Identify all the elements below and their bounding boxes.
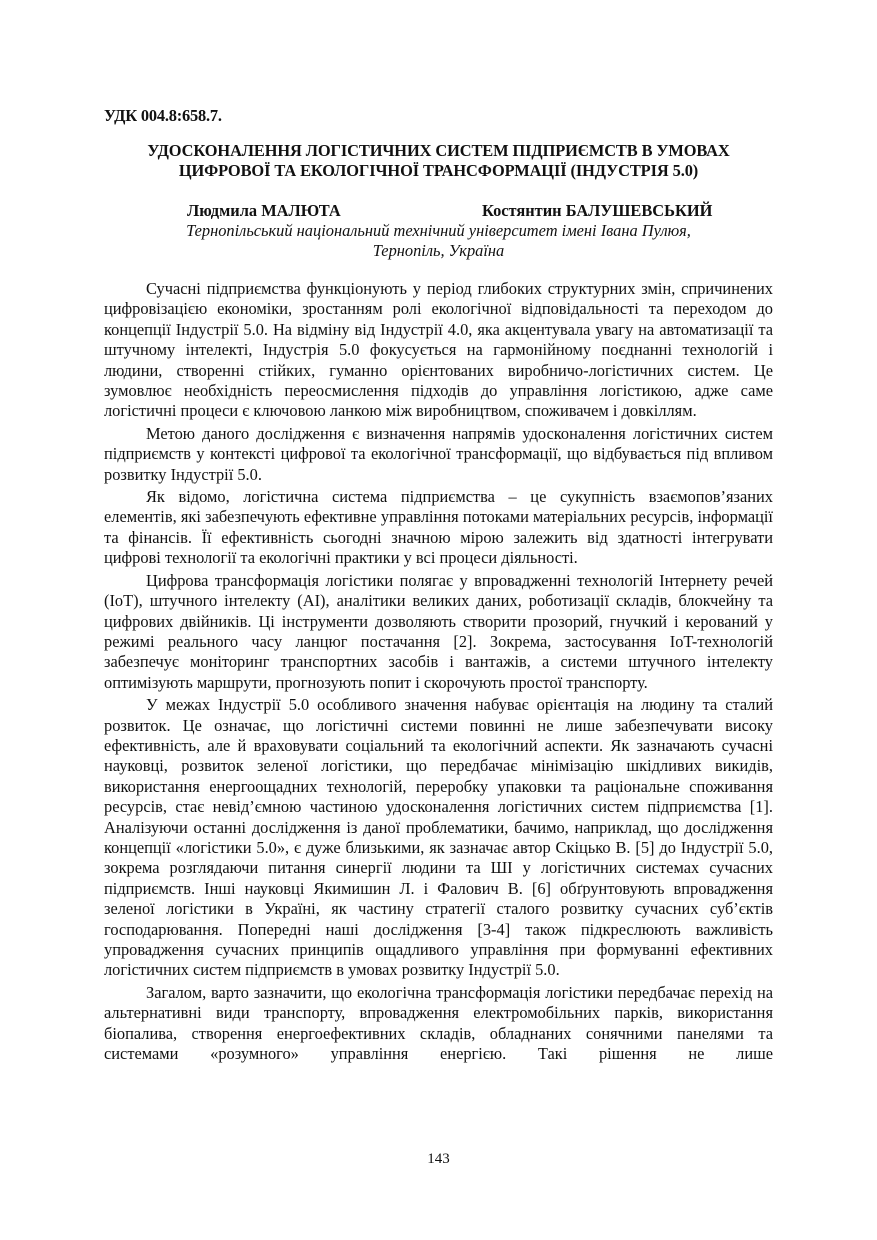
affiliation xyxy=(104,221,773,261)
body-text xyxy=(104,279,773,1064)
author-name: Костянтин БАЛУШЕВСЬКИЙ xyxy=(482,201,713,220)
affiliation-line: Тернопільський національний технічний університет імені Івана Пулюя, xyxy=(186,221,691,240)
title-line: ЦИФРОВОЇ ТА ЕКОЛОГІЧНОЇ ТРАНСФОРМАЦІЇ (ІНДУСТРІЯ 5.0) xyxy=(178,161,699,180)
author-name: Людмила МАЛЮТА xyxy=(187,201,341,220)
page-number: 143 xyxy=(427,1151,450,1167)
paragraph: Як відомо, логістична система підприємства – це сукупність взаємопов’язаних елементів, які забезпечують ефективне управління потоками матеріальних ресурсів, інформації та фінансів. Її ефективність сьогодні значною мірою залежить від здатності інтегрувати цифрові технології та екологічні практики у всі процеси діяльності. xyxy=(104,487,773,568)
authors xyxy=(104,201,773,221)
paragraph: Сучасні підприємства функціонують у період глибоких структурних змін, спричинених цифровізацією економіки, зростанням ролі екологічної відповідальності та переходом до концепції Індустрії 5.0. На відміну від Індустрії 4.0, яка акцентувала увагу на автоматизації та штучному інтелекті, Індустрія 5.0 фокусується на гармонійному поєднанні технологій і людини, створенні стійких, гуманно орієнтованих виробничо-логістичних систем. Це зумовлює необхідність переосмислення підходів до управління логістикою, адже саме логістичні процеси є ключовою ланкою між виробництвом, споживачем і довкіллям. xyxy=(104,279,773,421)
paragraph: Загалом, варто зазначити, що екологічна трансформація логістики передбачає перехід на альтернативні види транспорту, впровадження електромобільних парків, використання біопалива, створення енергоефективних складів, обладнаних сонячними панелями та системами «розумного» управління енергією. Такі рішення не лише xyxy=(104,982,773,1064)
title-line: УДОСКОНАЛЕННЯ ЛОГІСТИЧНИХ СИСТЕМ ПІДПРИЄМСТВ В УМОВАХ xyxy=(147,141,730,160)
udk-code: УДК 004.8:658.7. xyxy=(104,106,222,125)
paper-title xyxy=(104,141,773,181)
paragraph: У межах Індустрії 5.0 особливого значення набуває орієнтація на людину та сталий розвиток. Це означає, що логістичні системи повинні не лише забезпечувати високу ефективність, але й враховувати соціальний та екологічний аспекти. Як зазначають сучасні науковці, розвиток зеленої логістики, що передбачає мінімізацію шкідливих викидів, використання енергоощадних технологій, переробку упаковки та раціональне споживання ресурсів, стає невід’ємною частиною удосконалення логістичних систем підприємства [1]. Аналізуючи останні дослідження із даної проблематики, бачимо, наприклад, що дослідження концепції «логістики 5.0», є дуже близькими, як зазначає автор Скіцько В. [5] до Індустрії 5.0, зокрема розглядаючи питання синергії людини та ШІ у логістичних системах сучасних підприємств. Інші науковці Якимишин Л. і Фалович В. [6] обґрунтовують впровадження зеленої логістики в Україні, як частину стратегії сталого розвитку сучасних суб’єктів господарювання. Попередні наші дослідження [3-4] також підкреслюють важливість упровадження сучасних принципів ощадливого управління при формуванні ефективних логістичних систем підприємств в умовах розвитку Індустрії 5.0. xyxy=(104,695,773,980)
paragraph: Метою даного дослідження є визначення напрямів удосконалення логістичних систем підприємств у контексті цифрової та екологічної трансформації, що відбувається під впливом розвитку Індустрії 5.0. xyxy=(104,423,773,484)
paragraph: Цифрова трансформація логістики полягає у впровадженні технологій Інтернету речей (IoT), штучного інтелекту (AI), аналітики великих даних, роботизації складів, блокчейну та цифрових двійників. Ці інструменти дозволяють створити прозорий, гнучкий і керований у режимі реального часу ланцюг постачання [2]. Зокрема, застосування IoT-технологій забезпечує моніторинг транспортних засобів і вантажів, а системи штучного інтелекту оптимізують маршрути, прогнозують попит і скорочують простої транспорту. xyxy=(104,570,773,692)
affiliation-line: Тернопіль, Україна xyxy=(372,241,505,260)
